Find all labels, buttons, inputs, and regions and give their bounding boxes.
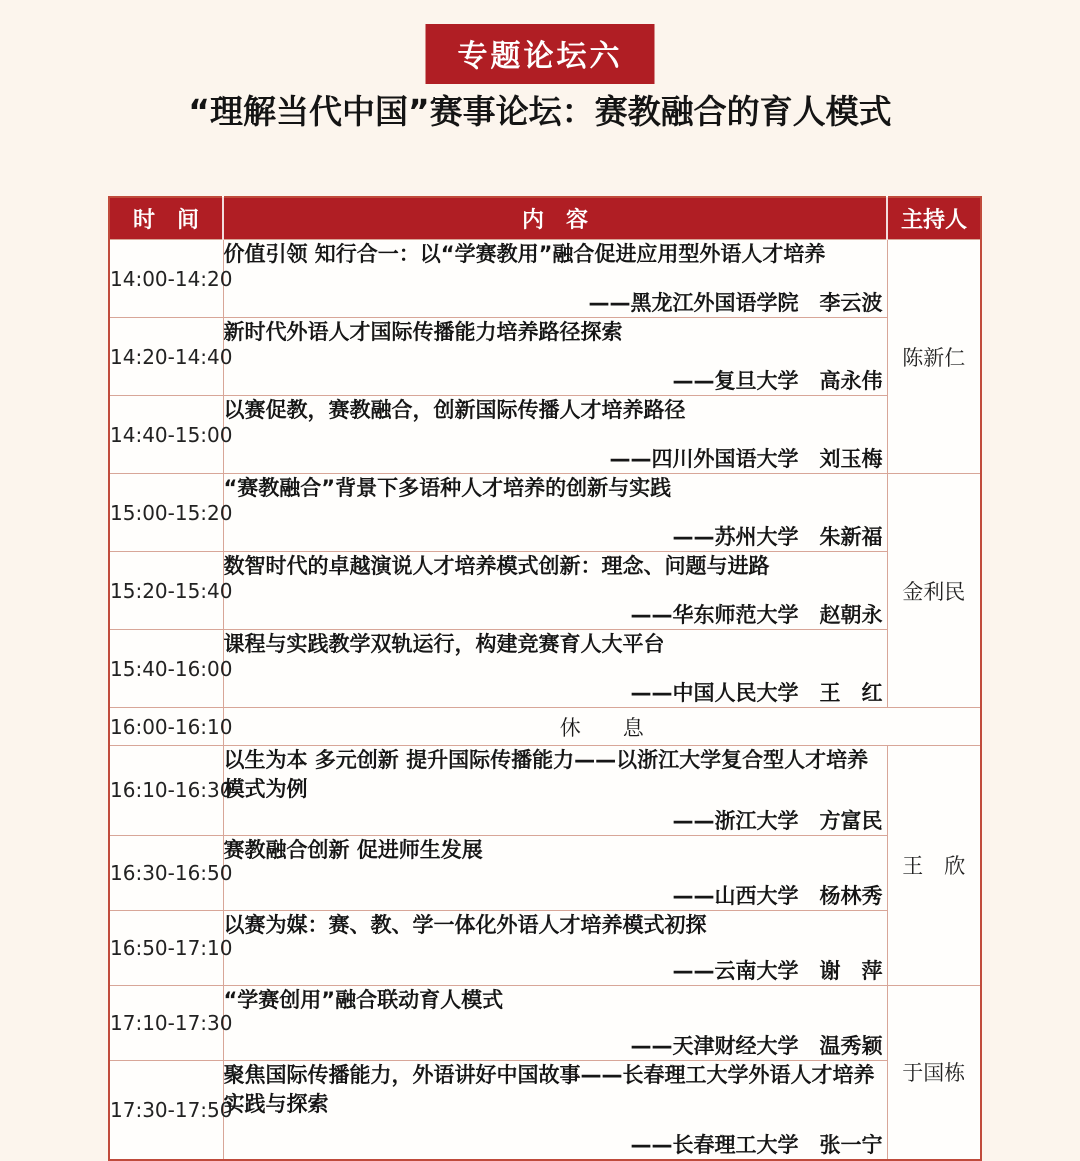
talk-speaker: ——浙江大学 方富民 xyxy=(672,808,883,833)
host-cell: 王 欣 xyxy=(887,746,981,986)
break-cell: 休 息 xyxy=(223,708,981,746)
table-header-row xyxy=(109,197,981,240)
content-cell xyxy=(223,746,887,836)
table-row xyxy=(109,835,981,910)
time-cell: 15:00-15:20 xyxy=(109,474,223,552)
talk-speaker: ——黑龙江外国语学院 李云波 xyxy=(588,291,883,315)
time-cell: 16:30-16:50 xyxy=(109,835,223,910)
table-row xyxy=(109,396,981,474)
content-cell xyxy=(223,1060,887,1160)
break-row xyxy=(109,708,981,746)
table-row xyxy=(109,630,981,708)
content-cell xyxy=(223,985,887,1060)
talk-speaker: ——四川外国语大学 刘玉梅 xyxy=(609,447,883,471)
talk-speaker: ——长春理工大学 张一宁 xyxy=(630,1132,883,1157)
time-cell: 14:20-14:40 xyxy=(109,318,223,396)
host-cell: 于国栋 xyxy=(887,985,981,1160)
content-cell xyxy=(223,474,887,552)
table-row xyxy=(109,318,981,396)
time-cell: 17:30-17:50 xyxy=(109,1060,223,1160)
talk-title: “赛教融合”背景下多语种人才培养的创新与实践 xyxy=(223,476,672,500)
table-row xyxy=(109,910,981,985)
time-cell: 14:40-15:00 xyxy=(109,396,223,474)
table-row xyxy=(109,474,981,552)
time-cell: 17:10-17:30 xyxy=(109,985,223,1060)
talk-speaker: ——山西大学 杨林秀 xyxy=(672,883,883,908)
talk-title: 价值引领 知行合一：以“学赛教用”融合促进应用型外语人才培养 xyxy=(223,242,826,266)
talk-title: 数智时代的卓越演说人才培养模式创新：理念、问题与进路 xyxy=(223,554,770,578)
talk-title: 课程与实践教学双轨运行，构建竞赛育人大平台 xyxy=(223,632,665,656)
content-cell xyxy=(223,835,887,910)
talk-title: 以生为本 多元创新 提升国际传播能力——以浙江大学复合型人才培养模式为例 xyxy=(223,748,869,802)
content-cell xyxy=(223,240,887,318)
column-header-content: 内 容 xyxy=(223,197,887,240)
content-cell xyxy=(223,552,887,630)
table-row xyxy=(109,1060,981,1160)
table-row xyxy=(109,552,981,630)
talk-title: 新时代外语人才国际传播能力培养路径探索 xyxy=(223,320,623,344)
content-cell xyxy=(223,630,887,708)
content-cell xyxy=(223,396,887,474)
table-row xyxy=(109,985,981,1060)
time-cell: 14:00-14:20 xyxy=(109,240,223,318)
content-cell xyxy=(223,318,887,396)
talk-title: 聚焦国际传播能力，外语讲好中国故事——长春理工大学外语人才培养实践与探索 xyxy=(223,1062,875,1117)
talk-speaker: ——复旦大学 高永伟 xyxy=(672,369,883,393)
talk-title: 赛教融合创新 促进师生发展 xyxy=(223,837,483,862)
forum-badge: 专题论坛六 xyxy=(426,24,655,84)
talk-speaker: ——中国人民大学 王 红 xyxy=(630,681,883,705)
talk-title: “学赛创用”融合联动育人模式 xyxy=(223,987,504,1012)
content-cell xyxy=(223,910,887,985)
time-cell: 16:50-17:10 xyxy=(109,910,223,985)
talk-title: 以赛促教，赛教融合，创新国际传播人才培养路径 xyxy=(223,398,686,422)
table-row xyxy=(109,746,981,836)
host-cell: 陈新仁 xyxy=(887,240,981,474)
talk-speaker: ——云南大学 谢 萍 xyxy=(672,958,883,983)
column-header-time: 时 间 xyxy=(109,197,223,240)
page-title: “理解当代中国”赛事论坛：赛教融合的育人模式 xyxy=(188,92,892,131)
schedule-table xyxy=(108,196,982,1161)
host-cell: 金利民 xyxy=(887,474,981,708)
table-row xyxy=(109,240,981,318)
time-cell: 15:40-16:00 xyxy=(109,630,223,708)
talk-speaker: ——苏州大学 朱新福 xyxy=(672,525,883,549)
column-header-host: 主持人 xyxy=(887,197,981,240)
talk-title: 以赛为媒：赛、教、学一体化外语人才培养模式初探 xyxy=(223,912,707,937)
time-cell: 16:00-16:10 xyxy=(109,708,223,746)
talk-speaker: ——天津财经大学 温秀颖 xyxy=(630,1033,883,1058)
time-cell: 16:10-16:30 xyxy=(109,746,223,836)
time-cell: 15:20-15:40 xyxy=(109,552,223,630)
talk-speaker: ——华东师范大学 赵朝永 xyxy=(630,603,883,627)
